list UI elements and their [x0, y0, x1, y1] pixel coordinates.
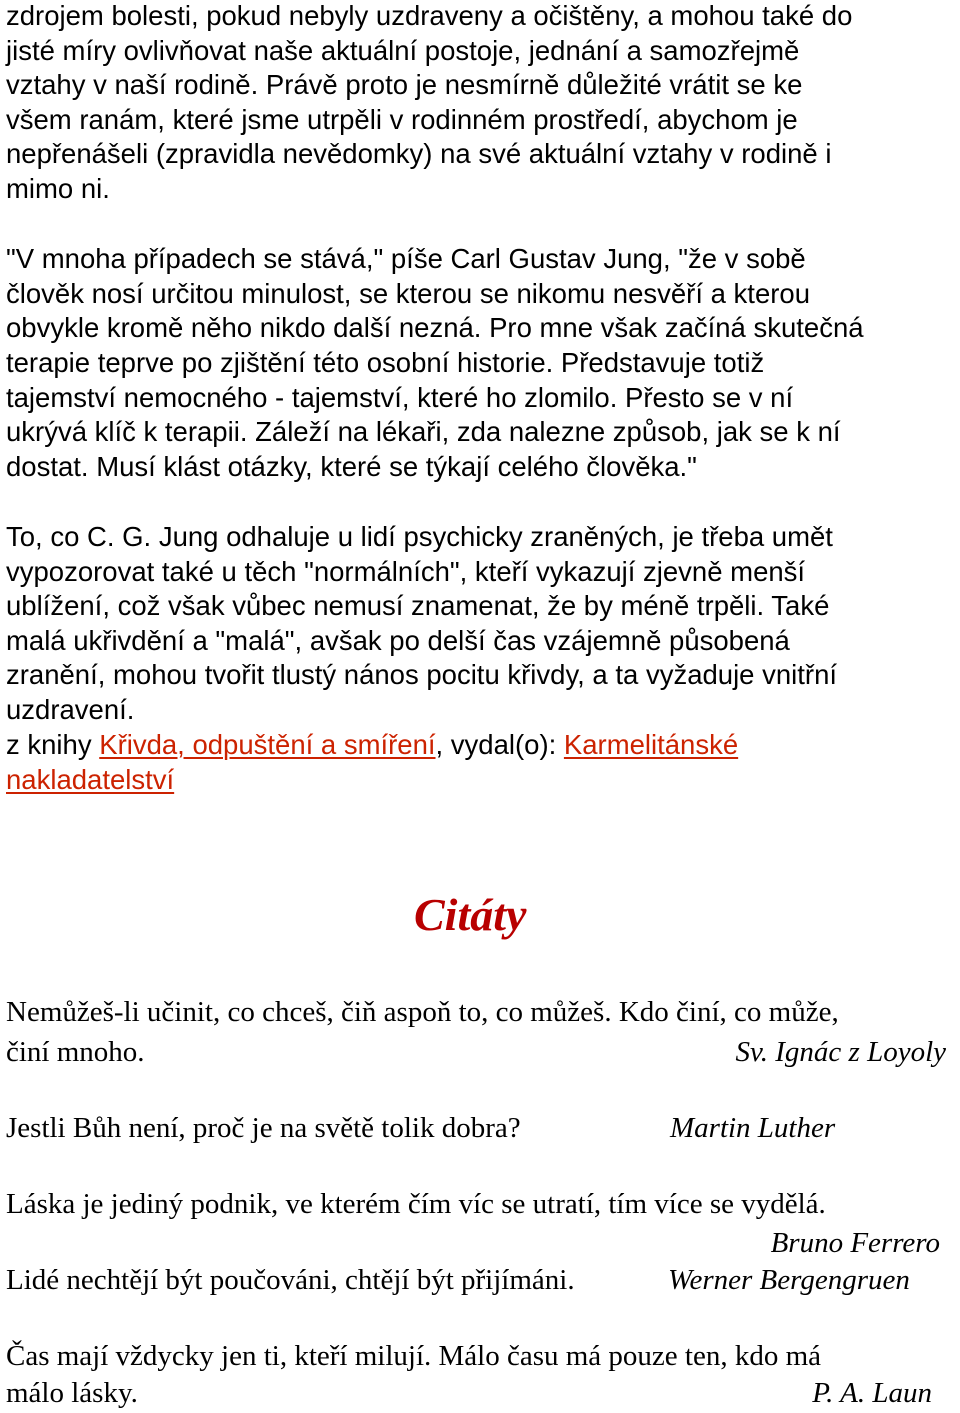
text-line: zranění, mohou tvořit tlustý nános pocitu křivdy, a ta vyžaduje vnitřní	[6, 659, 838, 690]
source-line-2	[6, 764, 174, 796]
quote-author: Bruno Ferrero	[770, 1227, 940, 1259]
quote-text: Jestli Bůh není, proč je na světě tolik dobra?	[6, 1112, 521, 1144]
source-prefix: z knihy	[6, 729, 100, 760]
text-line: zdrojem bolesti, pokud nebyly uzdraveny a očištěny, a mohou také do	[6, 0, 853, 31]
text-line: terapie teprve po zjištění této osobní historie. Představuje totiž	[6, 347, 765, 378]
quote-text: málo lásky.	[6, 1377, 138, 1409]
text-line: ublížení, což však vůbec nemusí znamenat, že by méně trpěli. Také	[6, 590, 830, 621]
publisher-link[interactable]: Karmelitánské	[563, 729, 739, 760]
source-line	[6, 729, 738, 761]
text-line: ukrývá klíč k terapii. Záleží na lékaři, zda nalezne způsob, jak se k ní	[6, 416, 841, 447]
quote-text: Čas mají vždycky jen ti, kteří milují. Málo času má pouze ten, kdo má	[6, 1340, 822, 1372]
text-line: uzdravení.	[6, 694, 135, 725]
quote-author: Sv. Ignác z Loyoly	[735, 1036, 946, 1068]
text-line: tajemství nemocného - tajemství, které ho zlomilo. Přesto se v ní	[6, 382, 794, 413]
text-line: obvykle kromě něho nikdo další nezná. Pro mne však začíná skutečná	[6, 312, 864, 343]
text-line: malá ukřivdění a "malá", avšak po delší čas vzájemně působená	[6, 625, 790, 656]
quote-author: P. A. Laun	[812, 1377, 932, 1409]
quotes-heading-art	[410, 880, 570, 948]
source-middle: , vydal(o):	[435, 729, 564, 760]
text-line: nepřenášeli (zpravidla nevědomky) na své aktuální vztahy v rodině i	[6, 138, 832, 169]
text-line: vztahy v naší rodině. Právě proto je nesmírně důležité vrátit se ke	[6, 69, 803, 100]
quotes-heading	[410, 880, 570, 948]
quote-author: Werner Bergengruen	[668, 1264, 910, 1296]
quote-text: Láska je jediný podnik, ve kterém čím víc se utratí, tím více se vydělá.	[6, 1188, 826, 1220]
text-line: mimo ni.	[6, 173, 110, 204]
text-line: To, co C. G. Jung odhaluje u lidí psychicky zraněných, je třeba umět	[6, 521, 833, 552]
text-line: "V mnoha případech se stává," píše Carl Gustav Jung, "že v sobě	[6, 243, 806, 274]
text-line: člověk nosí určitou minulost, se kterou se nikomu nesvěří a kterou	[6, 278, 810, 309]
quote-text: činí mnoho.	[6, 1036, 145, 1068]
quotes-heading-text: Citáty	[414, 889, 527, 940]
text-line: vypozorovat také u těch "normálních", kteří vykazují zjevně menší	[6, 556, 806, 587]
text-line: všem ranám, které jsme utrpěli v rodinném prostředí, abychom je	[6, 104, 798, 135]
publisher-link-continued[interactable]: nakladatelství	[6, 764, 175, 795]
quote-text: Lidé nechtějí být poučováni, chtějí být přijímáni.	[6, 1264, 575, 1296]
quote-author: Martin Luther	[670, 1112, 836, 1144]
text-line: dostat. Musí klást otázky, které se týkají celého člověka."	[6, 451, 697, 482]
quote-text: Nemůžeš-li učinit, co chceš, čiň aspoň to, co můžeš. Kdo činí, co může,	[6, 996, 839, 1028]
book-link[interactable]: Křivda, odpuštění a smíření	[99, 729, 436, 760]
text-line: jisté míry ovlivňovat naše aktuální postoje, jednání a samozřejmě	[6, 35, 800, 66]
